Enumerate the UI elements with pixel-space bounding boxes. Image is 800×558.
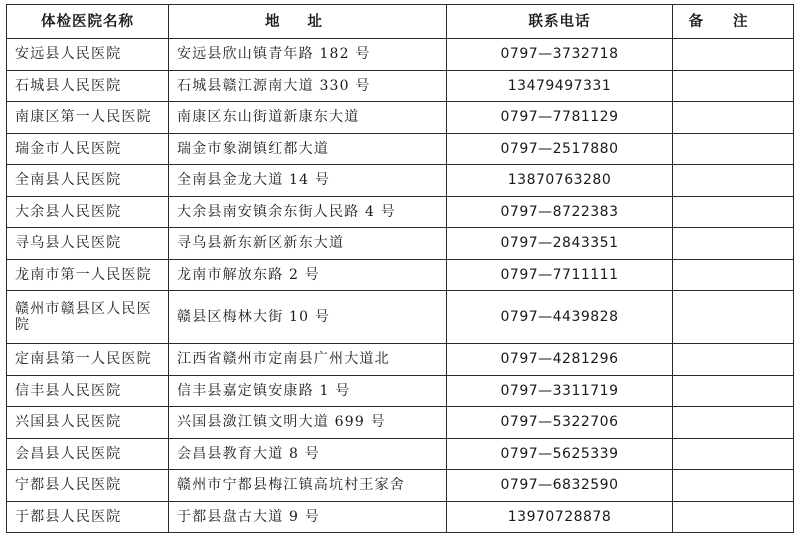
phone-cell: 0797—8722383 — [447, 196, 673, 228]
note-cell — [673, 39, 794, 71]
hospital-name-cell: 安远县人民医院 — [7, 39, 169, 71]
address-cell: 寻乌县新东新区新东大道 — [169, 228, 447, 260]
hospital-name-cell: 寻乌县人民医院 — [7, 228, 169, 260]
header-note: 备注 — [673, 5, 794, 39]
address-cell: 信丰县嘉定镇安康路 1 号 — [169, 375, 447, 407]
note-cell — [673, 133, 794, 165]
phone-cell: 13970728878 — [447, 501, 673, 533]
table-row — [7, 70, 794, 102]
address-cell: 龙南市解放东路 2 号 — [169, 259, 447, 291]
table-row — [7, 102, 794, 134]
phone-cell: 0797—7781129 — [447, 102, 673, 134]
phone-cell: 0797—5625339 — [447, 438, 673, 470]
table-row — [7, 196, 794, 228]
phone-cell: 0797—7711111 — [447, 259, 673, 291]
hospital-name-cell: 于都县人民医院 — [7, 501, 169, 533]
hospital-name-cell: 定南县第一人民医院 — [7, 344, 169, 376]
note-cell — [673, 102, 794, 134]
table-row — [7, 407, 794, 439]
address-cell: 赣州市宁都县梅江镇高坑村王家舍 — [169, 470, 447, 502]
address-cell: 于都县盘古大道 9 号 — [169, 501, 447, 533]
phone-cell: 0797—2843351 — [447, 228, 673, 260]
table-row — [7, 133, 794, 165]
note-cell — [673, 344, 794, 376]
hospital-name-cell: 兴国县人民医院 — [7, 407, 169, 439]
table-row — [7, 438, 794, 470]
hospital-name-cell: 信丰县人民医院 — [7, 375, 169, 407]
table-row — [7, 470, 794, 502]
hospital-name-cell: 会昌县人民医院 — [7, 438, 169, 470]
phone-cell: 13870763280 — [447, 165, 673, 197]
phone-cell: 0797—4439828 — [447, 291, 673, 344]
note-cell — [673, 501, 794, 533]
hospital-name-cell: 南康区第一人民医院 — [7, 102, 169, 134]
note-cell — [673, 228, 794, 260]
header-hospital-name: 体检医院名称 — [7, 5, 169, 39]
hospital-name-cell: 龙南市第一人民医院 — [7, 259, 169, 291]
address-cell: 安远县欣山镇青年路 182 号 — [169, 39, 447, 71]
table-row — [7, 501, 794, 533]
hospital-name-cell: 大余县人民医院 — [7, 196, 169, 228]
phone-cell: 0797—3311719 — [447, 375, 673, 407]
table-row — [7, 291, 794, 344]
address-cell: 兴国县潋江镇文明大道 699 号 — [169, 407, 447, 439]
hospital-table — [6, 4, 794, 533]
table-row — [7, 165, 794, 197]
table-row — [7, 259, 794, 291]
address-cell: 大余县南安镇余东街人民路 4 号 — [169, 196, 447, 228]
header-phone: 联系电话 — [447, 5, 673, 39]
address-cell: 瑞金市象湖镇红都大道 — [169, 133, 447, 165]
table-body — [7, 39, 794, 533]
note-cell — [673, 70, 794, 102]
note-cell — [673, 259, 794, 291]
table-header-row — [7, 5, 794, 39]
hospital-name-cell: 赣州市赣县区人民医院 — [7, 291, 169, 344]
phone-cell: 0797—6832590 — [447, 470, 673, 502]
note-cell — [673, 470, 794, 502]
header-address: 地址 — [169, 5, 447, 39]
phone-cell: 13479497331 — [447, 70, 673, 102]
hospital-name-cell: 宁都县人民医院 — [7, 470, 169, 502]
phone-cell: 0797—5322706 — [447, 407, 673, 439]
address-cell: 赣县区梅林大街 10 号 — [169, 291, 447, 344]
phone-cell: 0797—2517880 — [447, 133, 673, 165]
note-cell — [673, 165, 794, 197]
note-cell — [673, 407, 794, 439]
hospital-name-cell: 瑞金市人民医院 — [7, 133, 169, 165]
address-cell: 会昌县教育大道 8 号 — [169, 438, 447, 470]
table-row — [7, 344, 794, 376]
phone-cell: 0797—4281296 — [447, 344, 673, 376]
note-cell — [673, 291, 794, 344]
note-cell — [673, 375, 794, 407]
hospital-name-cell: 石城县人民医院 — [7, 70, 169, 102]
phone-cell: 0797—3732718 — [447, 39, 673, 71]
address-cell: 石城县赣江源南大道 330 号 — [169, 70, 447, 102]
table-row — [7, 39, 794, 71]
table-row — [7, 228, 794, 260]
table-row — [7, 375, 794, 407]
address-cell: 南康区东山街道新康东大道 — [169, 102, 447, 134]
address-cell: 江西省赣州市定南县广州大道北 — [169, 344, 447, 376]
hospital-name-cell: 全南县人民医院 — [7, 165, 169, 197]
note-cell — [673, 196, 794, 228]
note-cell — [673, 438, 794, 470]
address-cell: 全南县金龙大道 14 号 — [169, 165, 447, 197]
